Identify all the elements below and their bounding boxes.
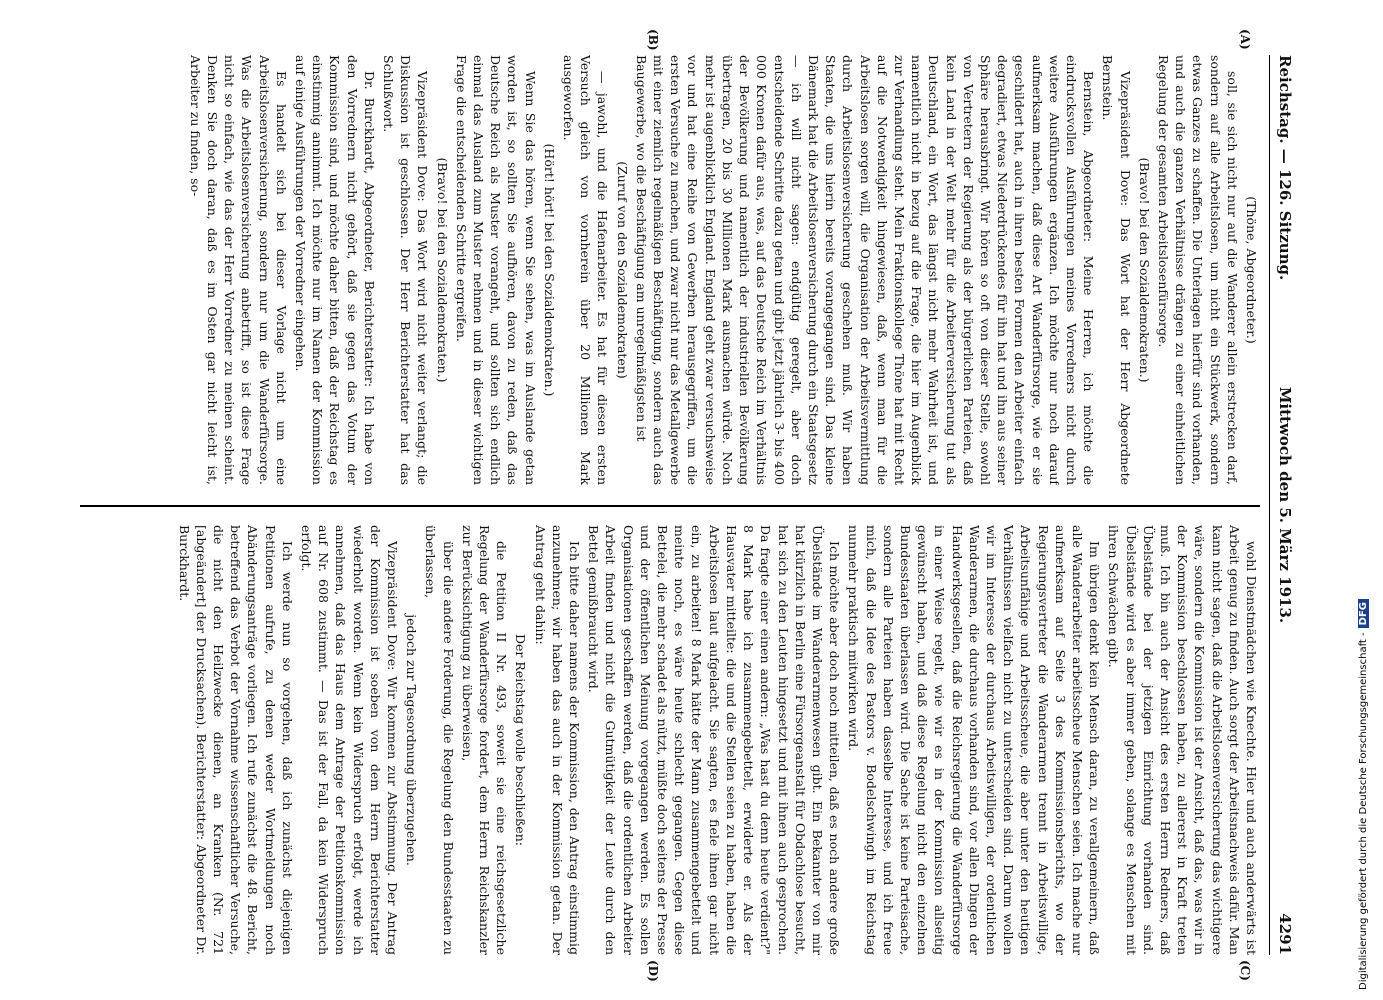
margin-marker-a: (A): [1238, 29, 1252, 50]
header-date: Mittwoch den 5. März 1913.: [1276, 386, 1294, 624]
margin-marker-b: (B): [646, 29, 660, 51]
page-number: 4291: [1276, 913, 1294, 955]
right-column: [60, 525, 1260, 955]
paragraph: jedoch zur Tagesordnung überzugehen.: [404, 614, 420, 866]
paragraph: über die andere Forderung, die Regelung den Bundesstaaten zu überlassen,: [423, 525, 456, 955]
paragraph: Ich möchte aber doch noch mitteilen, daß es noch andere große Übelstände im Wanderarmenwesen gibt. Ein Bekannter von mir hat kürzlich in Berlin eine Fürsorgeanstalt für Obdachlose besucht, hat sich zu den Leuten hingesetzt und mit ihnen auch gesprochen. Da fragte einer einen andern: „Was hast du denn heute verdient?" 8 Mark habe ich zusammengebettelt, erwiderte er. Als der Hausvater mitteilte: die und die Stellen seien zu haben, haben die Arbeitslosen laut aufgelacht. Sie sagten, es fiele ihnen gar nicht ein, zu arbeiten! 8 Mark hätte der Mann zusammengebettelt und meinte noch, es wäre heute schlecht gegangen. Gegen diese Bettelei, die mehr schadet als nützt, müßte doch seitens der Presse und der öffentlichen Meinung vorgegangen werden. Es sollen Organisationen geschaffen werden, daß die ordentlichen Arbeiter Arbeit finden und nicht die Gutmütigkeit der Leute durch den Bettel gemißbraucht wird.: [586, 525, 843, 955]
paragraph: wohl Dienstmädchen wie Knechte. Hier und auch anderwärts ist Arbeit genug zu finden. Auch sorgt der Arbeitsnachweis dafür. Man kann nicht sagen, daß die Arbeitslosenversicherung das wichtigere wäre, sondern die Kommission ist der Ansicht, daß das, was wir in der Kommission beschlossen haben, zu allererst in Kraft treten muß. Ich bin auch der Ansicht des ersten Herrn Redners, daß Übelstände bei der jetzigen Einrichtung vorhanden sind. Übelstände wird es aber immer geben, solange es Menschen mit ihren Schwächen gibt.: [1106, 525, 1259, 955]
margin-marker-c: (C): [1238, 960, 1252, 981]
paragraph: Bernstein, Abgeordneter: Meine Herren, ich möchte die eindrucksvollen Ausführungen meines Vorredners nicht durch weitere Ausführungen ergänzen. Ich möchte nur noch darauf aufmerksam machen, daß diese Art Wanderfürsorge, wie er sie geschildert hat, auch in ihren besten Formen den Arbeiter einfach degradiert, etwas Niederdrückendes für ihn hat und ihn aus seiner Sphäre herausbringt. Wir hören so oft von dieser Stelle, sowohl von Vertretern der Regierung als der bürgerlichen Parteien, daß kein Land in der Welt mehr für die Arbeiterversicherung tut als Deutschland, ein Wort, das längst nicht mehr Wahrheit ist, und namentlich nicht in bezug auf die Frage, die hier im Augenblick zur Verhandlung steht. Mein Fraktionskollege Thöne hat mit Recht auf die Notwendigkeit hingewiesen, daß, wenn man für die Arbeitslosen sorgen will, die Organisation der Arbeitsvermittlung durch Arbeitslosenversicherung geschehen muß. Wir haben Staaten, die uns hierin bereits vorangegangen sind. Das kleine Dänemark hat die Arbeitslosenversicherung durch ein Staatsgesetz — ich will nicht sagen: endgültig geregelt, aber doch entscheidende Schritte dazu getan und gibt jetzt jährlich 3- bis 400 000 Kronen dafür aus, was, auf das Deutsche Reich im Verhältnis der Bevölkerung und namentlich der industriellen Bevölkerung übertragen, 20 bis 30 Millionen Mark ausmachen würde. Noch mehr ist augenblicklich England. England geht zwar versuchsweise vor und hat eine Reihe von Gewerben herausgegriffen, um die ersten Versuche zu machen, und zwar nicht nur das Metallgewerbe mit einer ziemlich regelmäßigen Beschäftigung, sondern auch das Baugewerbe, wo die Beschäftigung am unregelmäßigsten ist: [633, 55, 1097, 485]
digitization-credit: [1358, 599, 1369, 990]
paragraph: — jawohl, und die Hafenarbeiter. Es hat für diesen ersten Versuch gleich von vornherein über 20 Millionen Mark ausgeworfen.: [561, 55, 611, 485]
header-rule: [1269, 55, 1270, 955]
paragraph: (Bravo! bei den Sozialdemokraten.): [434, 157, 450, 383]
paragraph: soll, sie sich nicht nur auf die Wanderer allein erstrecken darf, sondern auf alle Arbeitslosen, um nicht ein Stückwerk, sondern etwas Ganzes zu schaffen. Die Unterlagen hierfür sind vorhanden, und auch die ganzen Verhältnisse drängen zu einer einheitlichen Regelung der gesamten Arbeitslosenfürsorge.: [1155, 55, 1240, 485]
page-header: [1270, 55, 1300, 955]
paragraph: Ich bitte daher namens der Kommission, den Antrag einstimmig anzunehmen; wir haben das auch in der Kommission getan. Der Antrag geht dahin:: [532, 525, 583, 955]
credit-text: Digitalisierung gefördert durch die Deutsche Forschungsgemeinschaft -: [1358, 632, 1369, 990]
margin-marker-d: (D): [646, 960, 660, 982]
paragraph: Vizepräsident Dove: Das Wort hat der Herr Abgeordnete Bernstein.: [1100, 55, 1133, 485]
paragraph: Der Reichstag wolle beschließen:: [513, 634, 529, 846]
document-page: [50, 29, 1300, 982]
paragraph: Dr. Burckhardt, Abgeordneter, Berichterstatter: Ich habe von den Vorrednern nicht gehört, daß sie gegen das Votum der Kommission sind, und möchte daher bitten, daß der Reichstag es einstimmig annimmt. Ich möchte nur im Namen der Kommission auf einige Ausführungen der Vorredner eingehen.: [293, 55, 377, 485]
left-column: [60, 55, 1260, 485]
column-divider: [80, 505, 1260, 507]
paragraph: (Zuruf von den Sozialdemokraten): [614, 161, 630, 379]
paragraph: Wenn Sie das hören, wenn Sie sehen, was im Auslande getan worden ist, so sollten Sie aufhören, davon zu reden, daß das Deutsche Reich als Muster vorangeht, und sollten sich endlich einmal das Ausland zum Muster nehmen und in dieser wichtigen Frage die entscheidenden Schritte ergreifen.: [453, 55, 538, 485]
paragraph: Vizepräsident Dove: Wir kommen zur Abstimmung. Der Antrag der Kommission ist soeben von dem Herrn Berichterstatter wiederholt worden. Wenn kein Widerspruch erfolgt, werde ich annehmen, daß das Haus dem Antrage der Petitionskommission auf Nr. 608 zustimmt. — Das ist der Fall, da kein Widerspruch erfolgt.: [299, 525, 401, 955]
paragraph: Es handelt sich bei dieser Vorlage nicht um eine Arbeitslosenversicherung, sondern nur um die Wanderfürsorge. Was die Arbeitslosenversicherung anbetrifft, so ist diese Frage nicht so einfach, wie das der Herr Vorredner zu meinen scheint. Denken Sie doch daran, daß es im Osten gar nicht leicht ist, Arbeiter zu finden, so-: [187, 55, 289, 485]
paragraph: Vizepräsident Dove: Das Wort wird nicht weiter verlangt; die Diskussion ist geschlossen. Der Herr Berichterstatter hat das Schlußwort.: [381, 55, 431, 485]
header-left-title: Reichstag. — 126. Sitzung.: [1276, 55, 1294, 281]
paragraph: Ich werde nun so vorgehen, daß ich zunächst diejenigen Petitionen aufrufe, zu denen weder Wortmeldungen noch Abänderungsanträge vorliegen. Ich rufe zunächst die 48. Bericht, betreffend das Verbot der Vornahme wissenschaftlicher Versuche, die nicht den Heilzwecke dienen, an Kranken (Nr. 721 [abgeändert] der Drucksachen). Berichterstatter: Abgeordneter Dr. Burckhardt.: [176, 525, 295, 955]
dfg-logo: DFG: [1358, 599, 1369, 628]
paragraph: (Bravo! bei den Sozialdemokraten.): [1136, 157, 1152, 383]
paragraph: (Hört! hört! bei den Sozialdemokraten.): [541, 143, 557, 397]
paragraph: die Petition II Nr. 493, soweit sie eine reichsgesetzliche Regelung der Wanderfürsorge fordert, dem Herrn Reichskanzler zur Berücksichtigung zu überweisen,: [459, 525, 510, 955]
paragraph: Im übrigen denkt kein Mensch daran, zu verallgemeinern, daß alle Wanderarbeiter arbeitsscheue Menschen seien. Ich mache nur aufmerksam auf Seite 3 des Kommissionsberichts, wo der Regierungsvertreter die Wanderarmen trennt in Arbeitswillige, Arbeitsunfähige und Arbeitsscheue, die aber unter den heutigen Verhältnissen vielfach nicht zu unterscheiden sind. Darum wollen wir im Interesse der durchaus Arbeitswilligen, der ordentlichen Wanderarmen, die durchaus vorhanden sind, vor allen Dingen der Handwerksgesellen, daß die Reichsregierung die Wanderfürsorge in einer Weise regelt, wie wir es in der Kommission allseitig gewünscht haben, und daß diese Regelung nicht den einzelnen Bundesstaaten überlassen wird. Die Sache ist keine Parteisache, sondern alle Parteien haben dasselbe Interesse, und ich freue mich, daß die Idee des Pastors v. Bodelschwingh im Reichstag nunmehr praktisch mitwirken wird.: [846, 525, 1103, 955]
paragraph: (Thöne, Abgeordneter.): [1244, 196, 1259, 344]
